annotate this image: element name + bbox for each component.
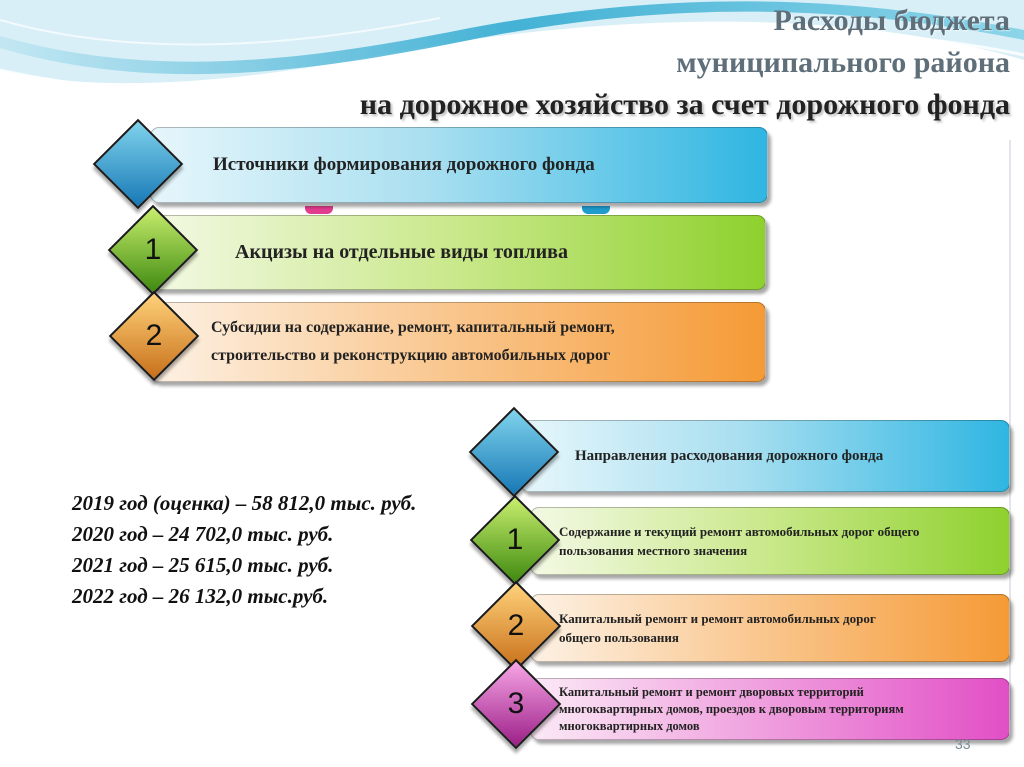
sources-header <box>150 127 768 203</box>
directions-item-3-line-1: Капитальный ремонт и ремонт дворовых территорий <box>559 684 864 699</box>
year-2022: 2022 год – 26 132,0 тыс.руб. <box>72 584 329 608</box>
sources-item-1 <box>150 215 766 290</box>
title-line-3: на дорожное хозяйство за счет дорожного фонда <box>359 88 1010 121</box>
title-line-1: Расходы бюджета <box>773 4 1010 37</box>
directions-item-2-number: 2 <box>507 609 525 642</box>
slide-number: 33 <box>955 736 971 752</box>
directions-item-2 <box>530 594 1010 662</box>
directions-header-text: Направления расходования дорожного фонда <box>575 447 884 464</box>
title-line-2: муниципального района <box>676 46 1010 79</box>
directions-item-3-number: 3 <box>507 687 525 720</box>
sources-header-text: Источники формирования дорожного фонда <box>213 154 595 175</box>
directions-item-3-line-3: многоквартирных домов <box>559 718 700 733</box>
directions-item-1 <box>530 507 1010 575</box>
year-2021: 2021 год – 25 615,0 тыс. руб. <box>72 553 334 577</box>
directions-item-1-line-1: Содержание и текущий ремонт автомобильных дорог общего <box>559 524 920 539</box>
slide-title <box>360 0 1010 126</box>
sources-item-2 <box>150 302 766 382</box>
sources-item-1-number: 1 <box>144 233 162 266</box>
connector-tab-blue <box>582 206 610 214</box>
directions-item-1-line-2: пользования местного значения <box>559 543 748 558</box>
directions-item-2-line-2: общего пользования <box>559 630 679 645</box>
year-2020: 2020 год – 24 702,0 тыс. руб. <box>72 522 334 546</box>
directions-item-3-line-2: многоквартирных домов, проездов к дворовым территориям <box>559 701 904 716</box>
directions-item-1-number: 1 <box>506 523 524 556</box>
connector-tab-pink <box>305 206 333 214</box>
sources-item-2-line-2: строительство и реконструкцию автомобильных дорог <box>211 347 611 364</box>
sources-item-2-number: 2 <box>145 319 163 352</box>
directions-header <box>520 420 1010 492</box>
directions-item-3 <box>530 678 1010 740</box>
directions-item-2-line-1: Капитальный ремонт и ремонт автомобильных дорог <box>559 611 876 626</box>
years-list <box>72 488 416 612</box>
sources-item-2-line-1: Субсидии на содержание, ремонт, капитальный ремонт, <box>211 319 615 336</box>
sources-item-1-text: Акцизы на отдельные виды топлива <box>235 241 568 263</box>
year-2019: 2019 год (оценка) – 58 812,0 тыс. руб. <box>72 491 417 515</box>
